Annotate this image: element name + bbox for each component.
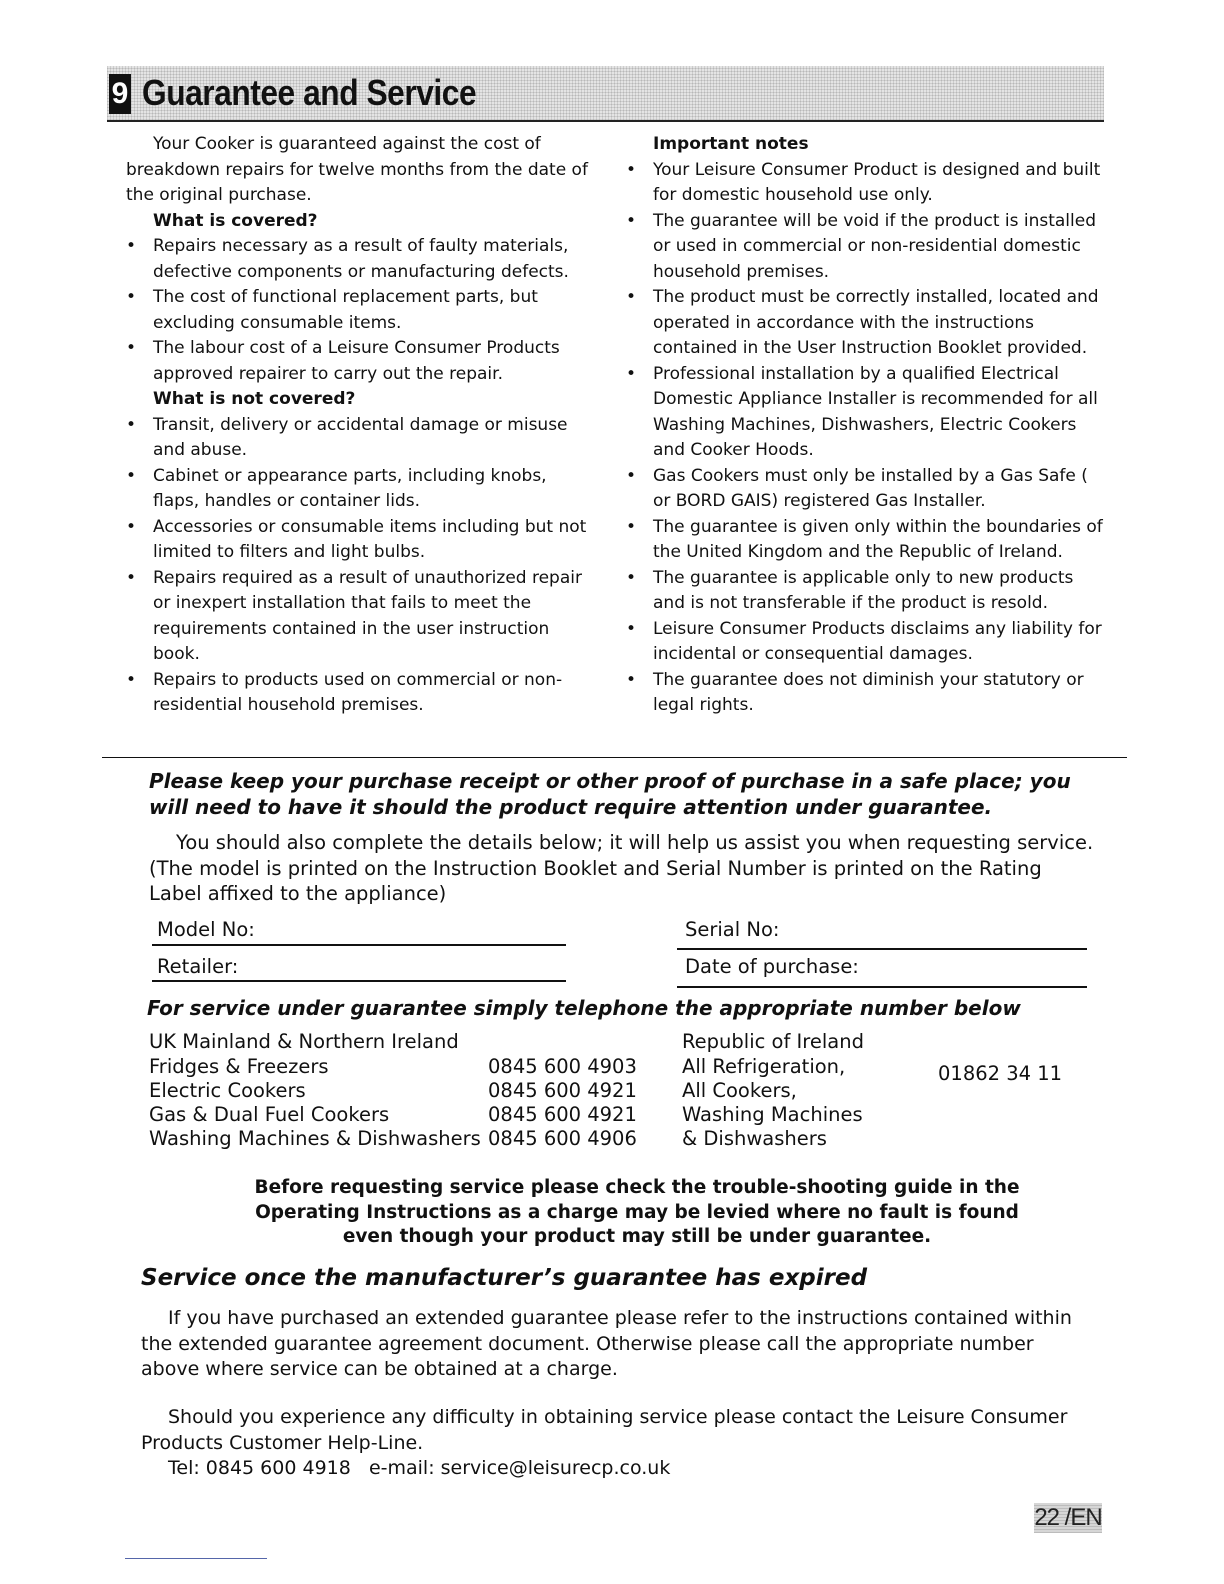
serial-no-line[interactable] — [677, 948, 1087, 950]
section-divider — [102, 757, 1127, 758]
not-covered-list — [126, 413, 596, 719]
ireland-line: All Cookers, — [682, 1079, 797, 1102]
list-item: • The guarantee is given only within the boundaries of the United Kingdom and the Republic of Ireland. — [626, 515, 1104, 566]
before-requesting-note: Before requesting service please check the trouble-shooting guide in the Operating Instructions as a charge may be levied where no fault is found even though your product may still be under guarantee. — [254, 1177, 1020, 1247]
serial-no-label: Serial No: — [685, 918, 780, 941]
list-item: • The guarantee does not diminish your statutory or legal rights. — [626, 668, 1104, 719]
list-item: • The guarantee will be void if the product is installed or used in commercial or non-residential domestic household premises. — [626, 209, 1104, 286]
service-heading: For service under guarantee simply telephone the appropriate number below — [147, 996, 1021, 1020]
covered-list — [126, 234, 596, 387]
list-item: • Transit, delivery or accidental damage or misuse and abuse. — [126, 413, 596, 464]
not-covered-heading: What is not covered? — [153, 389, 356, 409]
uk-phone: 0845 600 4921 — [488, 1079, 637, 1102]
uk-label: Washing Machines & Dishwashers — [149, 1127, 481, 1150]
difficulty-text: Should you experience any difficulty in obtaining service please contact the Leisure Consumer Products Customer Help-Line. — [141, 1406, 1068, 1454]
list-item: • Leisure Consumer Products disclaims any liability for incidental or consequential damages. — [626, 617, 1104, 668]
uk-label: Fridges & Freezers — [149, 1055, 329, 1078]
list-item: • Professional installation by a qualified Electrical Domestic Appliance Installer is recommended for all Washing Machines, Dishwashers, Electric Cookers and Cooker Hoods. — [626, 362, 1104, 464]
list-item: • Repairs necessary as a result of faulty materials, defective components or manufacturing defects. — [126, 234, 596, 285]
receipt-note: Please keep your purchase receipt or other proof of purchase in a safe place; you will need to have it should the product require attention under guarantee. — [149, 769, 1071, 819]
section-number: 9 — [109, 74, 131, 114]
date-of-purchase-line[interactable] — [677, 986, 1087, 988]
uk-phone: 0845 600 4906 — [488, 1127, 637, 1150]
list-item: • Repairs required as a result of unauthorized repair or inexpert installation that fails to meet the requirements contained in the user instruction book. — [126, 566, 596, 668]
uk-label: Gas & Dual Fuel Cookers — [149, 1103, 390, 1126]
expired-heading: Service once the manufacturer’s guarantee has expired — [141, 1265, 868, 1291]
uk-phone: 0845 600 4921 — [488, 1103, 637, 1126]
guarantee-coverage-column — [126, 132, 596, 719]
list-item: • Accessories or consumable items including but not limited to filters and light bulbs. — [126, 515, 596, 566]
list-item: • Cabinet or appearance parts, including knobs, flaps, handles or container lids. — [126, 464, 596, 515]
guarantee-intro: Your Cooker is guaranteed against the cost of breakdown repairs for twelve months from the date of the original purchase. — [126, 134, 588, 205]
page-number: 22 /EN — [1034, 1504, 1102, 1531]
page-title: Guarantee and Service — [142, 72, 477, 113]
ireland-heading: Republic of Ireland — [682, 1030, 864, 1053]
uk-heading: UK Mainland & Northern Ireland — [149, 1030, 459, 1053]
covered-heading: What is covered? — [153, 210, 318, 231]
retailer-line[interactable] — [152, 980, 566, 982]
model-no-label: Model No: — [157, 918, 255, 941]
list-item: • The product must be correctly installed, located and operated in accordance with the instructions contained in the User Instruction Booklet provided. — [626, 285, 1104, 362]
uk-label: Electric Cookers — [149, 1079, 306, 1102]
ireland-line: & Dishwashers — [682, 1127, 827, 1150]
list-item: • Your Leisure Consumer Product is designed and built for domestic household use only. — [626, 158, 1104, 209]
list-item: • Repairs to products used on commercial or non-residential household premises. — [126, 668, 596, 719]
ireland-line: All Refrigeration, — [682, 1055, 846, 1078]
model-no-line[interactable] — [152, 944, 566, 946]
important-notes-heading: Important notes — [653, 134, 809, 154]
list-item: • Gas Cookers must only be installed by a Gas Safe ( or BORD GAIS) registered Gas Installer. — [626, 464, 1104, 515]
retailer-label: Retailer: — [157, 955, 239, 978]
list-item: • The guarantee is applicable only to new products and is not transferable if the product is resold. — [626, 566, 1104, 617]
important-notes-column — [626, 132, 1104, 719]
uk-phone: 0845 600 4903 — [488, 1055, 637, 1078]
date-of-purchase-label: Date of purchase: — [685, 955, 859, 978]
expired-text: If you have purchased an extended guarantee please refer to the instructions contained within the extended guarantee agreement document. Otherwise please call the appropriate number above where service can be obtained at a charge. — [141, 1307, 1072, 1380]
contact-line: Tel: 0845 600 4918 e-mail: service@leisurecp.co.uk — [168, 1457, 671, 1479]
list-item: • The cost of functional replacement parts, but excluding consumable items. — [126, 285, 596, 336]
footer-line — [125, 1558, 267, 1559]
ireland-phone: 01862 34 11 — [938, 1062, 1063, 1085]
list-item: • The labour cost of a Leisure Consumer Products approved repairer to carry out the repair. — [126, 336, 596, 387]
details-note: You should also complete the details below; it will help us assist you when requesting service. (The model is printed on the Instruction Booklet and Serial Number is printed on the Rating Label affixed to the appliance) — [149, 831, 1094, 905]
important-notes-list — [626, 158, 1104, 719]
ireland-line: Washing Machines — [682, 1103, 863, 1126]
